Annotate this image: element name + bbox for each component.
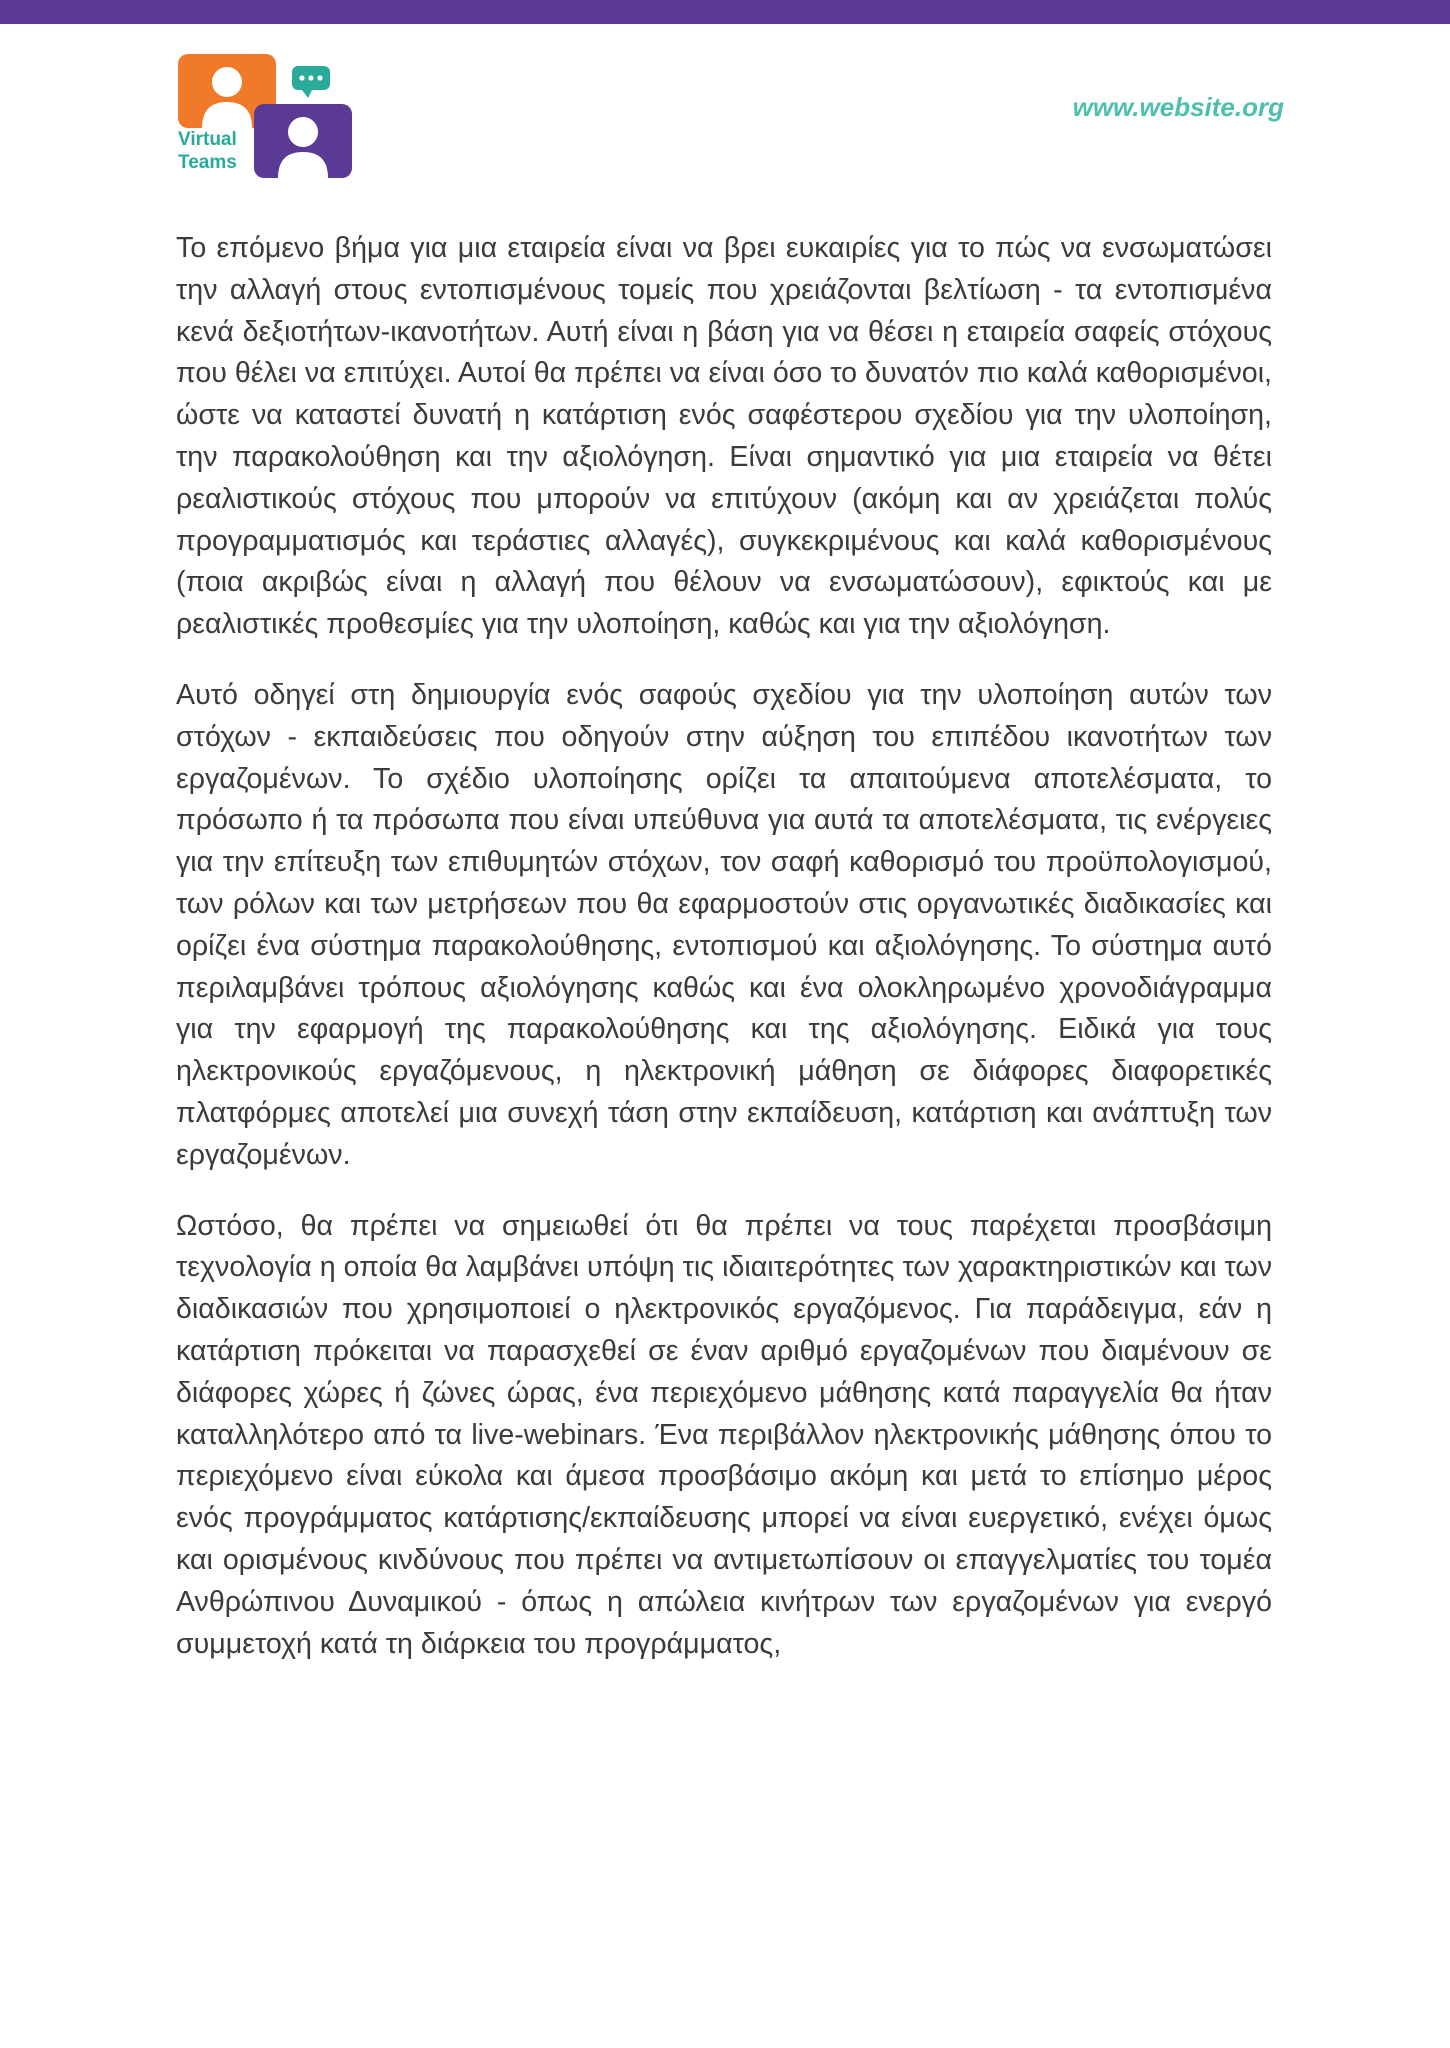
- logo-line-1: Virtual: [178, 129, 237, 150]
- website-url: www.website.org: [1072, 92, 1284, 122]
- paragraph-3: Ωστόσο, θα πρέπει να σημειωθεί ότι θα πρέπει να τους παρέχεται προσβάσιμη τεχνολογία η οποία θα λαμβάνει υπόψη τις ιδιαιτερότητες των χαρακτηριστικών και των διαδικασιών που χρησιμοποιεί ο ηλεκτρονικός εργαζόμενος. Για παράδειγμα, εάν η κατάρτιση πρόκειται να παρασχεθεί σε έναν αριθμό εργαζομένων που διαμένουν σε διάφορες χώρες ή ζώνες ώρας, ένα περιεχόμενο μάθησης κατά παραγγελία θα ήταν καταλληλότερο από τα live-webinars. Ένα περιβάλλον ηλεκτρονικής μάθησης όπου το περιεχόμενο είναι εύκολα και άμεσα προσβάσιμο ακόμη και μετά το επίσημο μέρος ενός προγράμματος κατάρτισης/εκπαίδευσης μπορεί να είναι ευεργετικό, ενέχει όμως και ορισμένους κινδύνους που πρέπει να αντιμετωπίσουν οι επαγγελματίες του τομέα Ανθρώπινου Δυναμικού - όπως η απώλεια κινήτρων των εργαζομένων για ενεργό συμμετοχή κατά τη διάρκεια του προγράμματος,: [176, 1209, 1272, 1660]
- virtual-teams-logo: [176, 52, 356, 182]
- top-color-bar: [0, 0, 1450, 24]
- paragraph-1: Το επόμενο βήμα για μια εταιρεία είναι να βρει ευκαιρίες για το πώς να ενσωματώσει την αλλαγή στους εντοπισμένους τομείς που χρειάζονται βελτίωση - τα εντοπισμένα κενά δεξιοτήτων-ικανοτήτων. Αυτή είναι η βάση για να θέσει η εταιρεία σαφείς στόχους που θέλει να επιτύχει. Αυτοί θα πρέπει να είναι όσο το δυνατόν πιο καλά καθορισμένοι, ώστε να καταστεί δυνατή η κατάρτιση ενός σαφέστερου σχεδίου για την υλοποίηση, την παρακολούθηση και την αξιολόγηση. Είναι σημαντικό για μια εταιρεία να θέτει ρεαλιστικούς στόχους που μπορούν να επιτύχουν (ακόμη και αν χρειάζεται πολύς προγραμματισμός και τεράστιες αλλαγές), συγκεκριμένους και καλά καθορισμένους (ποια ακριβώς είναι η αλλαγή που θέλουν να ενσωματώσουν), εφικτούς και με ρεαλιστικές προθεσμίες για την υλοποίηση, καθώς και για την αξιολόγηση.: [176, 232, 1272, 641]
- logo-text: [178, 128, 237, 174]
- document-body: [176, 228, 1272, 1694]
- logo-line-2: Teams: [178, 152, 237, 173]
- paragraph-2: Αυτό οδηγεί στη δημιουργία ενός σαφούς σχεδίου για την υλοποίηση αυτών των στόχων - εκπαιδεύσεις που οδηγούν στην αύξηση του επιπέδου ικανοτήτων των εργαζομένων. Το σχέδιο υλοποίησης ορίζει τα απαιτούμενα αποτελέσματα, το πρόσωπο ή τα πρόσωπα που είναι υπεύθυνα για αυτά τα αποτελέσματα, τις ενέργειες για την επίτευξη των επιθυμητών στόχων, τον σαφή καθορισμό του προϋπολογισμού, των ρόλων και των μετρήσεων που θα εφαρμοστούν στις οργανωτικές διαδικασίες και ορίζει ένα σύστημα παρακολούθησης, εντοπισμού και αξιολόγησης. Το σύστημα αυτό περιλαμβάνει τρόπους αξιολόγησης καθώς και ένα ολοκληρωμένο χρονοδιάγραμμα για την εφαρμογή της παρακολούθησης και της αξιολόγησης. Ειδικά για τους ηλεκτρονικούς εργαζόμενους, η ηλεκτρονική μάθηση σε διάφορες διαφορετικές πλατφόρμες αποτελεί μια συνεχή τάση στην εκπαίδευση, κατάρτιση και ανάπτυξη των εργαζομένων.: [176, 678, 1272, 1171]
